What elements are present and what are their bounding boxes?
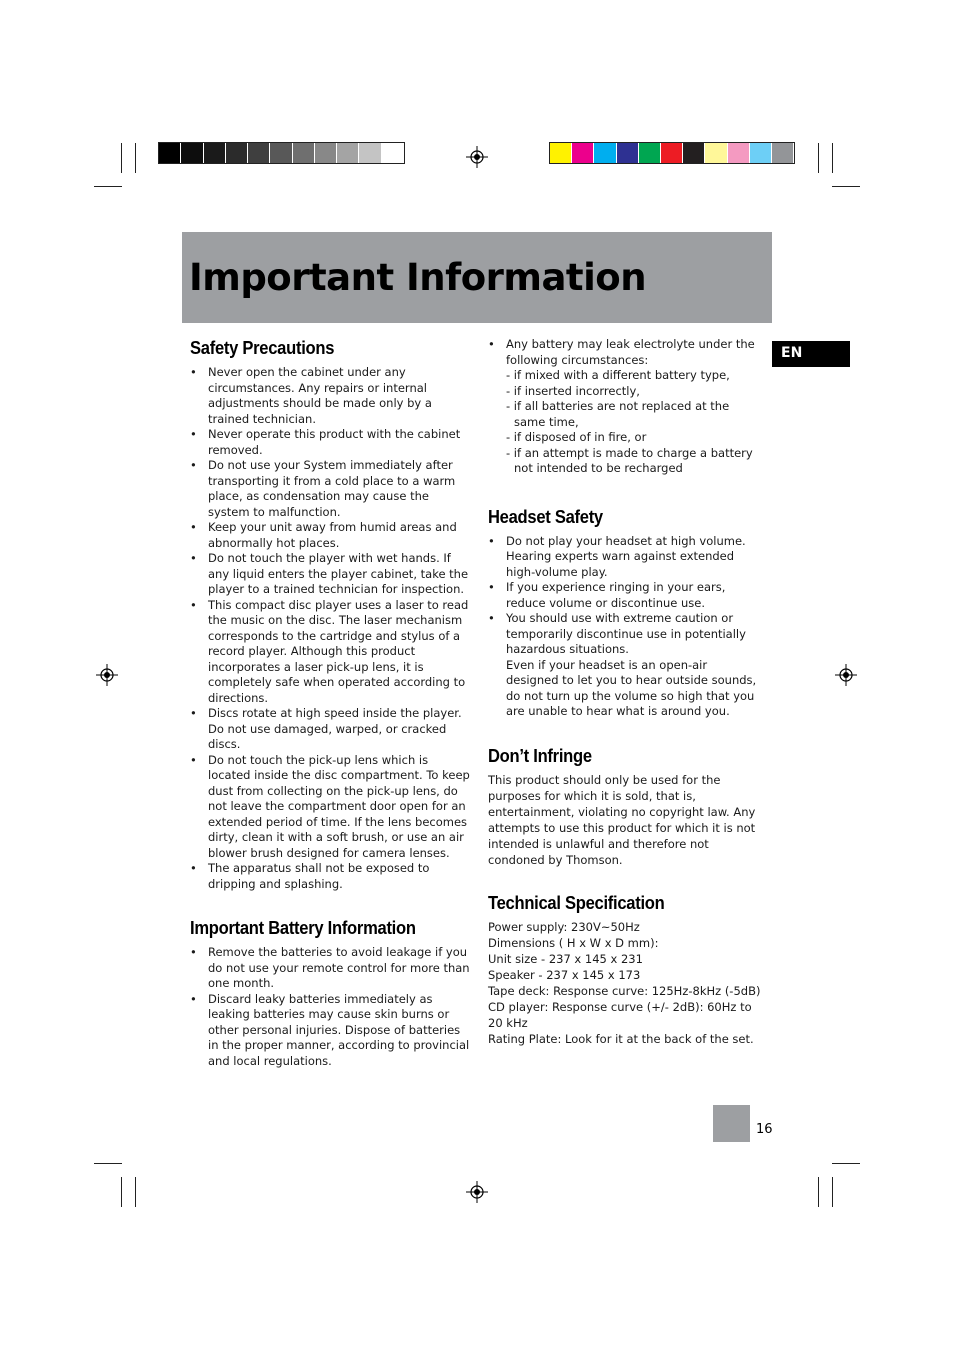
safety-heading: Safety Precautions: [190, 338, 335, 358]
color-swatch: [159, 143, 180, 163]
registration-mark-icon: [96, 664, 118, 686]
crop-mark: [121, 143, 122, 173]
list-item: • Do not play your headset at high volume. Hearing experts warn against extended high-volume play.: [488, 534, 762, 581]
list-item: [488, 337, 762, 368]
color-swatch: [550, 143, 571, 163]
color-swatch: [181, 143, 202, 163]
battery-leak-conditions: [488, 368, 762, 477]
list-item: • Do not use your System immediately after transporting it from a cold place to a warm place, as condensation may cause the system to malfunction.: [190, 458, 472, 520]
battery-leak-intro: Any battery may leak electrolyte under the following circumstances:: [506, 337, 755, 367]
list-item: • Remove the batteries to avoid leakage if you do not use your remote control for more than one month.: [190, 945, 472, 992]
registration-mark-icon: [466, 146, 488, 168]
infringe-heading: Don’t Infringe: [488, 745, 592, 766]
color-swatch: [315, 143, 336, 163]
list-item: • If you experience ringing in your ears, reduce volume or discontinue use.: [488, 580, 762, 611]
page-number: 16: [756, 1122, 773, 1137]
headset-extra-note: [488, 658, 762, 720]
leak-condition-item: - if an attempt is made to charge a battery not intended to be recharged: [506, 445, 753, 475]
right-column: [488, 337, 762, 1047]
battery-leak-list: [488, 337, 762, 368]
color-swatch: [661, 143, 682, 163]
spec-line: Speaker - 237 x 145 x 173: [488, 967, 641, 982]
leak-condition-item: - if mixed with a different battery type,: [506, 368, 730, 382]
registration-mark-icon: [466, 1181, 488, 1203]
left-column: [190, 337, 472, 1069]
infringe-text: This product should only be used for the purposes for which it is sold, that is, entertainment, violating no copyright law. Any attempts to use this product for which it is not intended is unlawful and therefore not condoned by Thomson.: [488, 772, 756, 867]
color-swatch: [639, 143, 660, 163]
battery-heading: Important Battery Information: [190, 918, 416, 938]
leak-condition-item: - if all batteries are not replaced at the same time,: [506, 399, 730, 429]
crop-mark: [818, 143, 819, 173]
crop-mark: [832, 143, 833, 173]
color-calibration-bar: [549, 142, 795, 164]
spec-line: Unit size - 237 x 145 x 231: [488, 951, 643, 966]
leak-condition-item: - if disposed of in fire, or: [506, 430, 647, 444]
color-swatch: [617, 143, 638, 163]
crop-mark: [94, 186, 122, 187]
page-title: Important Information: [189, 256, 647, 299]
list-item: • Discard leaky batteries immediately as leaking batteries may cause skin burns or other personal injuries. Dispose of batteries in the proper manner, according to provincial and local regulations.: [190, 992, 472, 1070]
crop-mark: [135, 143, 136, 173]
headset-heading: Headset Safety: [488, 506, 603, 527]
color-swatch: [705, 143, 726, 163]
crop-mark: [818, 1177, 819, 1207]
color-swatch: [359, 143, 380, 163]
headset-list: [488, 534, 762, 658]
language-tab: [772, 341, 850, 367]
spec-line: Tape deck: Response curve: 125Hz-8kHz (-5dB): [488, 983, 761, 998]
color-swatch: [750, 143, 771, 163]
crop-mark: [94, 1163, 122, 1164]
specs-heading: Technical Specification: [488, 892, 665, 913]
spec-line: Power supply: 230V~50Hz: [488, 919, 640, 934]
specs-list: [488, 919, 762, 1047]
list-item: • This compact disc player uses a laser to read the music on the disc. The laser mechanism corresponds to the cartridge and stylus of a record player. Although this product incorporates a laser pick-up lens, it is completely safe when operated according to directions.: [190, 598, 472, 707]
color-swatch: [293, 143, 314, 163]
title-band: [182, 232, 772, 323]
list-item: • Never operate this product with the cabinet removed.: [190, 427, 472, 458]
color-swatch: [683, 143, 704, 163]
grayscale-calibration-bar: [158, 142, 405, 164]
color-swatch: [270, 143, 291, 163]
color-swatch: [382, 143, 403, 163]
list-item: • The apparatus shall not be exposed to dripping and splashing.: [190, 861, 472, 892]
crop-mark: [121, 1177, 122, 1207]
color-swatch: [248, 143, 269, 163]
headset-extra-text: Even if your headset is an open-air designed to let you to hear outside sounds, do not turn up the volume so high that you are unable to hear what is around you.: [506, 657, 757, 718]
crop-mark: [832, 1177, 833, 1207]
registration-mark-icon: [835, 664, 857, 686]
page-number-box: [713, 1105, 750, 1142]
list-item: • Discs rotate at high speed inside the player. Do not use damaged, warped, or cracked discs.: [190, 706, 472, 753]
list-item: • You should use with extreme caution or temporarily discontinue use in potentially hazardous situations.: [488, 611, 762, 658]
color-swatch: [337, 143, 358, 163]
color-swatch: [572, 143, 593, 163]
spec-line: Dimensions ( H x W x D mm):: [488, 935, 659, 950]
color-swatch: [226, 143, 247, 163]
crop-mark: [832, 186, 860, 187]
list-item: • Do not touch the player with wet hands. If any liquid enters the player cabinet, take the player to a trained technician for inspection.: [190, 551, 472, 598]
color-swatch: [594, 143, 615, 163]
color-swatch: [772, 143, 793, 163]
crop-mark: [832, 1163, 860, 1164]
safety-list: [190, 365, 472, 892]
leak-condition-item: - if inserted incorrectly,: [506, 383, 640, 398]
spec-line: Rating Plate: Look for it at the back of the set.: [488, 1031, 754, 1046]
spec-line: CD player: Response curve (+/- 2dB): 60Hz to 20 kHz: [488, 999, 752, 1030]
battery-list: [190, 945, 472, 1069]
color-swatch: [728, 143, 749, 163]
crop-mark: [135, 1177, 136, 1207]
language-label: EN: [781, 345, 803, 361]
list-item: • Never open the cabinet under any circumstances. Any repairs or internal adjustments should be made only by a trained technician.: [190, 365, 472, 427]
list-item: • Do not touch the pick-up lens which is located inside the disc compartment. To keep dust from collecting on the pick-up lens, do not leave the compartment door open for an extended period of time. If the lens becomes dirty, clean it with a soft brush, or use an air blower brush designed for camera lenses.: [190, 753, 472, 862]
color-swatch: [204, 143, 225, 163]
list-item: • Keep your unit away from humid areas and abnormally hot places.: [190, 520, 472, 551]
